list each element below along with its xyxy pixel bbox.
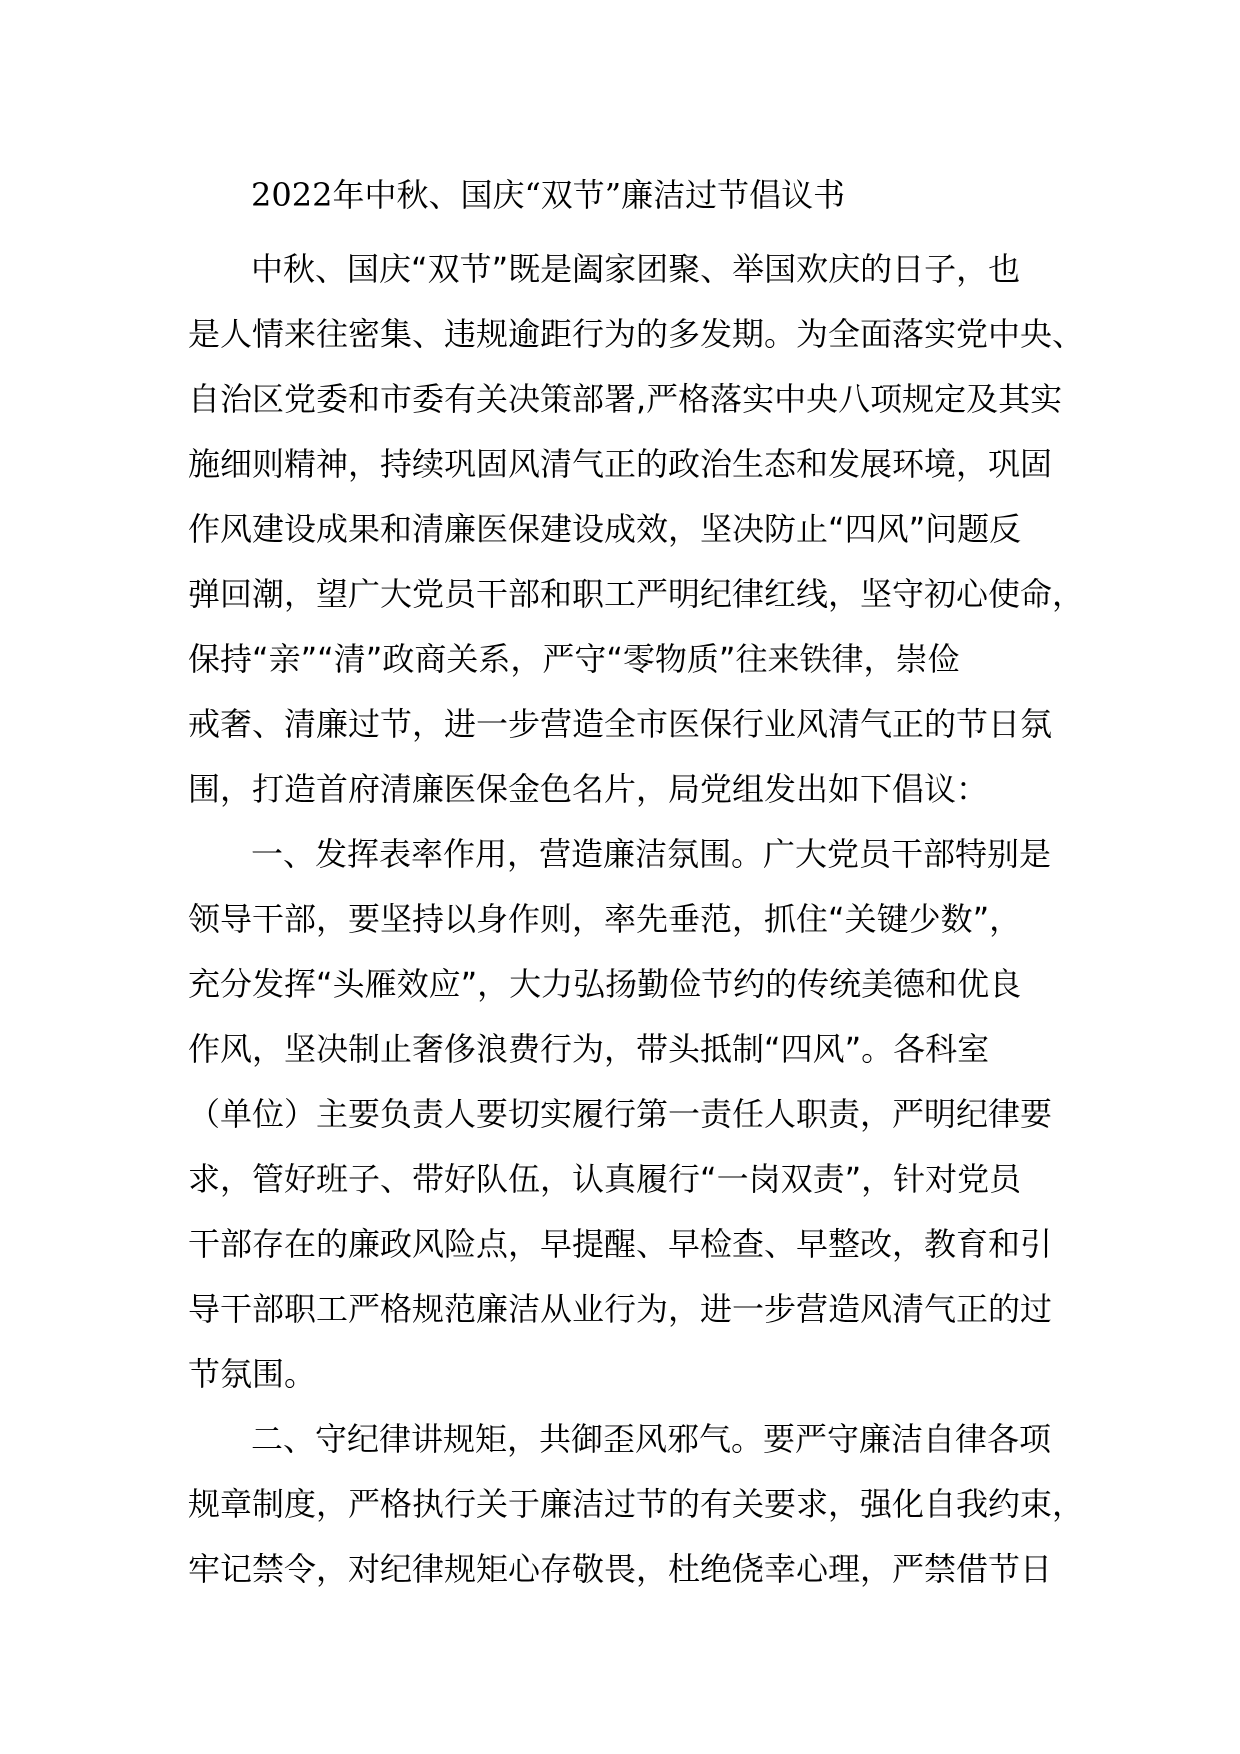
paragraph-line: 自治区党委和市委有关决策部署,严格落实中央八项规定及其实 (188, 380, 1063, 418)
paragraph-line: 二、守纪律讲规矩，共御歪风邪气。要严守廉洁自律各项 (251, 1420, 1052, 1458)
paragraph-3 (188, 1407, 1088, 1602)
paragraph-line: 是人情来往密集、违规逾距行为的多发期。为全面落实党中央、 (188, 315, 1085, 353)
paragraph-2 (188, 822, 1088, 1407)
paragraph-line: 节氛围。 (188, 1355, 317, 1393)
document-body (188, 237, 1088, 1602)
paragraph-line: 领导干部，要坚持以身作则，率先垂范，抓住“关键少数”， (188, 900, 1022, 938)
paragraph-line: 导干部职工严格规范廉洁从业行为，进一步营造风清气正的过 (188, 1290, 1053, 1328)
paragraph-line: 作风，坚决制止奢侈浪费行为，带头抵制“四风”。各科室 (188, 1030, 990, 1068)
paragraph-line: 戒奢、清廉过节，进一步营造全市医保行业风清气正的节日氛 (188, 705, 1053, 743)
paragraph-line: 规章制度，严格执行关于廉洁过节的有关要求，强化自我约束， (188, 1485, 1085, 1523)
paragraph-1 (188, 237, 1088, 822)
paragraph-line: 施细则精神，持续巩固风清气正的政治生态和发展环境，巩固 (188, 445, 1053, 483)
paragraph-line: 作风建设成果和清廉医保建设成效，坚决防止“四风”问题反 (188, 510, 1022, 548)
paragraph-line: （单位）主要负责人要切实履行第一责任人职责，严明纪律要 (188, 1095, 1053, 1133)
paragraph-line: 求，管好班子、带好队伍，认真履行“一岗双责”，针对党员 (188, 1160, 1022, 1198)
paragraph-line: 中秋、国庆“双节”既是阖家团聚、举国欢庆的日子，也 (251, 250, 1021, 288)
paragraph-line: 干部存在的廉政风险点，早提醒、早检查、早整改，教育和引 (188, 1225, 1053, 1263)
paragraph-line: 弹回潮，望广大党员干部和职工严明纪律红线，坚守初心使命， (188, 575, 1085, 613)
paragraph-line: 牢记禁令，对纪律规矩心存敬畏，杜绝侥幸心理，严禁借节日 (188, 1550, 1053, 1588)
document-title: 2022年中秋、国庆“双节”廉洁过节倡议书 (251, 176, 846, 214)
paragraph-line: 充分发挥“头雁效应”，大力弘扬勤俭节约的传统美德和优良 (188, 965, 1022, 1003)
paragraph-line: 保持“亲”“清”政商关系，严守“零物质”往来铁律，崇俭 (188, 640, 960, 678)
paragraph-line: 一、发挥表率作用，营造廉洁氛围。广大党员干部特别是 (251, 835, 1052, 873)
paragraph-line: 围，打造首府清廉医保金色名片，局党组发出如下倡议： (188, 770, 989, 808)
